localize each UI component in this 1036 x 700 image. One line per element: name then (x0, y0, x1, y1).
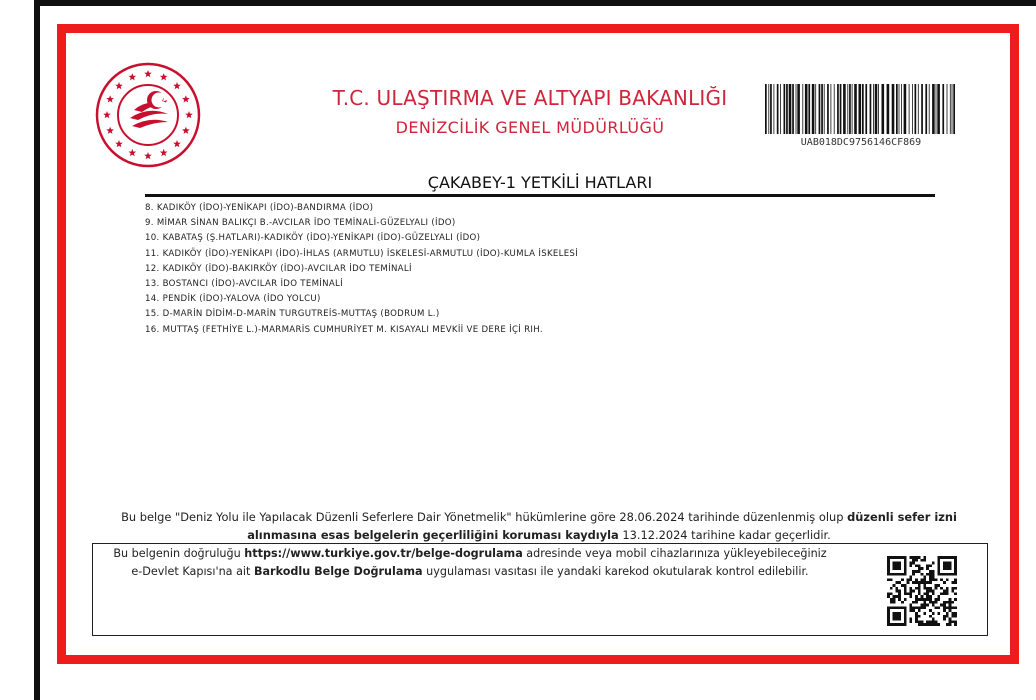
list-item: 8. KADIKÖY (İDO)-YENİKAPI (İDO)-BANDIRMA (İDO) (145, 203, 374, 213)
list-item: 15. D-MARİN DİDİM-D-MARİN TURGUTREİS-MUTTAŞ (BODRUM L.) (145, 309, 440, 320)
list-item: 10. KABATAŞ (Ş.HATLARI)-KADIKÖY (İDO)-YENİKAPI (İDO)-GÜZELYALI (İDO) (145, 233, 481, 244)
list-item: 11. KADIKÖY (İDO)-YENİKAPI (İDO)-İHLAS (ARMUTLU) İSKELESİ-ARMUTLU (İDO)-KUMLA İSKELESİ (145, 248, 579, 259)
authorized-lines-list (145, 201, 935, 338)
list-item: 13. BOSTANCI (İDO)-AVCILAR İDO TEMİNALİ (145, 279, 343, 290)
directorate-subtitle: DENİZCİLİK GENEL MÜDÜRLÜĞÜ (395, 118, 665, 137)
list-item: 9. MİMAR SİNAN BALIKÇI B.-AVCILAR İDO TEMİNALİ-GÜZELYALI (İDO) (145, 218, 456, 229)
verification-app-name: Barkodlu Belge Doğrulama (253, 565, 423, 578)
list-item: 12. KADIKÖY (İDO)-BAKIRKÖY (İDO)-AVCILAR İDO TEMİNALİ (145, 263, 412, 274)
verification-text (110, 545, 830, 581)
verification-text-end: uygulaması vasıtası ile yandaki karekod okutularak kontrol edilebilir. (422, 565, 809, 578)
validity-note-date: 13.12.2024 tarihine kadar geçerlidir. (618, 528, 831, 542)
list-item: 16. MUTTAŞ (FETHİYE L.)-MARMARİS CUMHURİYET M. KISAYALI MEVKİİ VE DERE İÇİ RIH. (145, 324, 543, 335)
barcode-code: UAB018DC9756146CF869 (800, 137, 922, 148)
barcode-icon (765, 84, 957, 134)
verification-text-middle: adresinde veya mobil cihazlarınıza yükleyebileceğiniz e-Devlet Kapısı'na ait (131, 547, 827, 578)
ministry-logo-icon (94, 62, 202, 168)
heading-divider (145, 194, 935, 197)
validity-note (86, 508, 992, 544)
validity-note-bold: düzenli sefer izni alınmasına esas belgelerin geçerliliğini koruması kaydıyla (247, 510, 957, 542)
validity-note-text: Bu belge "Deniz Yolu ile Yapılacak Düzenli Seferlere Dair Yönetmelik" hükümlerine göre 28.06.2024 tarihinde düzenlenmiş olup (121, 510, 848, 524)
verification-text-intro: Bu belgenin doğruluğu (113, 547, 245, 560)
verification-link[interactable]: https://www.turkiye.gov.tr/belge-dogrulama (244, 547, 523, 560)
ministry-title: T.C. ULAŞTIRMA VE ALTYAPI BAKANLIĞI (332, 86, 728, 110)
qr-code-icon (887, 556, 957, 626)
list-item: 14. PENDİK (İDO)-YALOVA (İDO YOLCU) (145, 294, 321, 305)
document-heading: ÇAKABEY-1 YETKİLİ HATLARI (427, 173, 653, 192)
